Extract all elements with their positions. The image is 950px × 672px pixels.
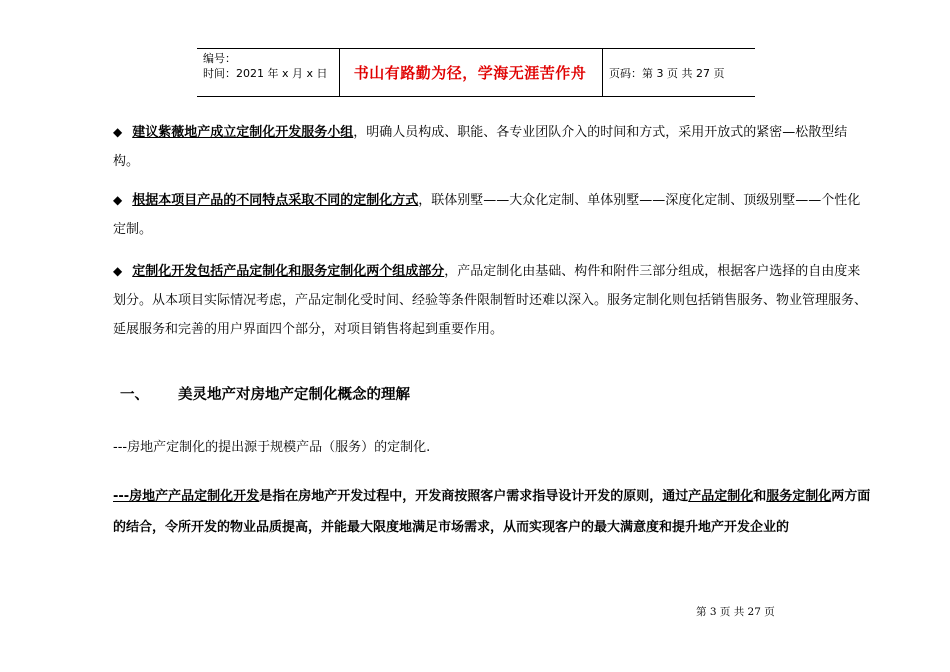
paragraph-2-bold: 根据本项目产品的不同特点采取不同的定制化方式 <box>132 193 419 208</box>
paragraph-2 <box>113 186 873 244</box>
paragraph-3-text: ，产品定制化由基础、构件和附件三部分组成，根据客户选择的自由度来划分。从本项目实际情况考虑，产品定制化受时间、经验等条件限制暂时还难以深入。服务定制化则包括销售服务、物业管理服务、延展服务和完善的用户界面四个部分，对项目销售将起到重要作用。 <box>113 264 868 337</box>
paragraph-1-bold: 建议紫薇地产成立定制化开发服务小组 <box>132 125 354 140</box>
paragraph-3 <box>113 257 873 344</box>
bold-paragraph <box>113 481 873 543</box>
bold-paragraph-text-2: 和 <box>753 489 767 504</box>
diamond-bullet-icon: ◆ <box>113 264 123 278</box>
paragraph-2-text: ，联体别墅——大众化定制、单体别墅——深度化定制、顶级别墅——个性化定制。 <box>113 193 861 237</box>
section-title: 美灵地产对房地产定制化概念的理解 <box>178 387 410 403</box>
header-motto-cell <box>340 49 603 96</box>
page-info: 页码：第 3 页 共 27 页 <box>609 67 725 80</box>
page-footer: 第 3 页 共 27 页 <box>696 606 775 618</box>
page-header <box>197 48 755 97</box>
section-heading <box>120 383 410 404</box>
motto: 书山有路勤为径，学海无涯苦作舟 <box>353 64 587 82</box>
section-number: 一、 <box>120 387 149 403</box>
bold-paragraph-term: ---房地产产品定制化开发 <box>113 489 260 504</box>
bold-paragraph-text-3: 两方面的结合，令所开发的物业品质提高，并能最大限度地满足市场需求，从而实现客户的最大满意度和提升地产开发企业的 <box>113 489 871 535</box>
diamond-bullet-icon: ◆ <box>113 125 123 139</box>
paragraph-3-bold: 定制化开发包括产品定制化和服务定制化两个组成部分 <box>132 264 445 279</box>
time-label: 时间：2021 年 x 月 x 日 <box>203 67 328 80</box>
paragraph-1-text: ，明确人员构成、职能、各专业团队介入的时间和方式，采用开放式的紧密—松散型结构。 <box>113 125 848 169</box>
number-label: 编号： <box>203 52 236 65</box>
header-meta <box>197 49 340 96</box>
diamond-bullet-icon: ◆ <box>113 193 123 207</box>
text-line-1: ---房地产定制化的提出源于规模产品（服务）的定制化. <box>113 440 431 455</box>
bold-paragraph-term-2: 产品定制化 <box>688 489 754 504</box>
paragraph-1 <box>113 118 873 176</box>
bold-paragraph-text-1: 是指在房地产开发过程中，开发商按照客户需求指导设计开发的原则，通过 <box>259 489 689 504</box>
bold-paragraph-term-3: 服务定制化 <box>766 489 832 504</box>
